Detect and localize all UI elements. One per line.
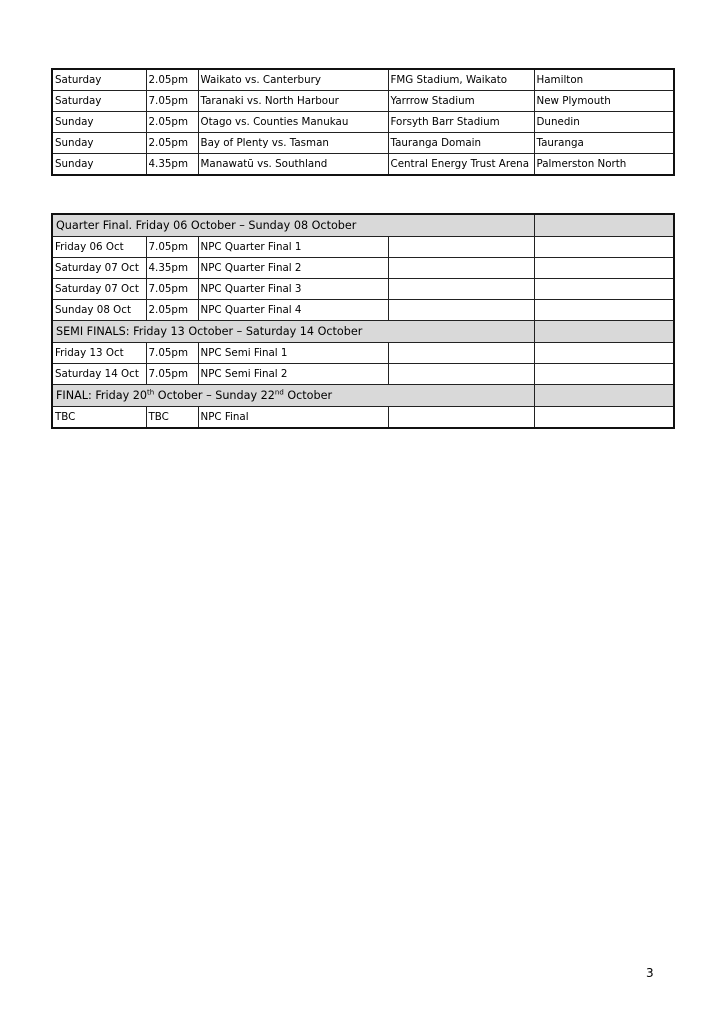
city-cell (534, 279, 674, 300)
venue-cell: FMG Stadium, Waikato (388, 69, 534, 91)
finals-fixtures-table (51, 213, 675, 429)
table-row (52, 300, 674, 321)
venue-cell (388, 237, 534, 258)
venue-cell: Tauranga Domain (388, 133, 534, 154)
match-cell: NPC Semi Final 1 (198, 343, 388, 364)
day-cell: Sunday (52, 112, 146, 133)
venue-cell (388, 279, 534, 300)
day-cell: Sunday (52, 154, 146, 176)
match-cell: Otago vs. Counties Manukau (198, 112, 388, 133)
time-cell: 7.05pm (146, 91, 198, 112)
table-row (52, 364, 674, 385)
final-heading-ordinal: nd (274, 388, 284, 397)
time-cell: 4.35pm (146, 154, 198, 176)
final-heading (52, 385, 534, 407)
day-cell: Saturday (52, 91, 146, 112)
venue-cell (388, 300, 534, 321)
table-row (52, 407, 674, 429)
time-cell: TBC (146, 407, 198, 429)
final-heading-part: October – Sunday 22 (154, 389, 275, 402)
match-cell: NPC Quarter Final 3 (198, 279, 388, 300)
venue-cell (388, 343, 534, 364)
quarter-final-heading: Quarter Final. Friday 06 October – Sunday 08 October (52, 214, 534, 237)
semi-final-header-row (52, 321, 674, 343)
day-cell: Saturday 14 Oct (52, 364, 146, 385)
venue-cell (388, 258, 534, 279)
city-cell: Palmerston North (534, 154, 674, 176)
table-row (52, 133, 674, 154)
match-cell: Taranaki vs. North Harbour (198, 91, 388, 112)
match-cell: Waikato vs. Canterbury (198, 69, 388, 91)
table-row (52, 154, 674, 176)
quarter-final-header-row (52, 214, 674, 237)
final-header-row (52, 385, 674, 407)
day-cell: Saturday 07 Oct (52, 258, 146, 279)
day-cell: Saturday 07 Oct (52, 279, 146, 300)
table-row (52, 69, 674, 91)
time-cell: 7.05pm (146, 343, 198, 364)
venue-cell: Yarrrow Stadium (388, 91, 534, 112)
time-cell: 7.05pm (146, 279, 198, 300)
time-cell: 2.05pm (146, 112, 198, 133)
match-cell: Manawatū vs. Southland (198, 154, 388, 176)
city-cell: New Plymouth (534, 91, 674, 112)
round-fixtures-table (51, 68, 675, 176)
page-number: 3 (646, 966, 654, 980)
final-heading-part: October (283, 389, 333, 402)
table-row (52, 112, 674, 133)
city-cell (534, 407, 674, 429)
venue-cell (388, 407, 534, 429)
venue-cell (388, 364, 534, 385)
day-cell: TBC (52, 407, 146, 429)
venue-cell: Forsyth Barr Stadium (388, 112, 534, 133)
match-cell: NPC Semi Final 2 (198, 364, 388, 385)
final-heading-part: FINAL: Friday 20 (56, 389, 148, 402)
city-cell: Hamilton (534, 69, 674, 91)
venue-cell: Central Energy Trust Arena (388, 154, 534, 176)
day-cell: Sunday 08 Oct (52, 300, 146, 321)
city-cell (534, 364, 674, 385)
time-cell: 2.05pm (146, 300, 198, 321)
city-cell: Tauranga (534, 133, 674, 154)
time-cell: 4.35pm (146, 258, 198, 279)
header-spacer-cell (534, 321, 674, 343)
time-cell: 2.05pm (146, 69, 198, 91)
match-cell: Bay of Plenty vs. Tasman (198, 133, 388, 154)
city-cell (534, 258, 674, 279)
table-row (52, 91, 674, 112)
day-cell: Friday 06 Oct (52, 237, 146, 258)
table-row (52, 343, 674, 364)
table-row (52, 258, 674, 279)
match-cell: NPC Final (198, 407, 388, 429)
match-cell: NPC Quarter Final 1 (198, 237, 388, 258)
final-heading-ordinal: th (147, 388, 155, 397)
city-cell (534, 237, 674, 258)
day-cell: Saturday (52, 69, 146, 91)
city-cell (534, 300, 674, 321)
day-cell: Sunday (52, 133, 146, 154)
semi-final-heading: SEMI FINALS: Friday 13 October – Saturday 14 October (52, 321, 534, 343)
time-cell: 7.05pm (146, 237, 198, 258)
table-row (52, 237, 674, 258)
day-cell: Friday 13 Oct (52, 343, 146, 364)
match-cell: NPC Quarter Final 2 (198, 258, 388, 279)
table-row (52, 279, 674, 300)
time-cell: 7.05pm (146, 364, 198, 385)
header-spacer-cell (534, 214, 674, 237)
header-spacer-cell (534, 385, 674, 407)
city-cell (534, 343, 674, 364)
city-cell: Dunedin (534, 112, 674, 133)
match-cell: NPC Quarter Final 4 (198, 300, 388, 321)
time-cell: 2.05pm (146, 133, 198, 154)
